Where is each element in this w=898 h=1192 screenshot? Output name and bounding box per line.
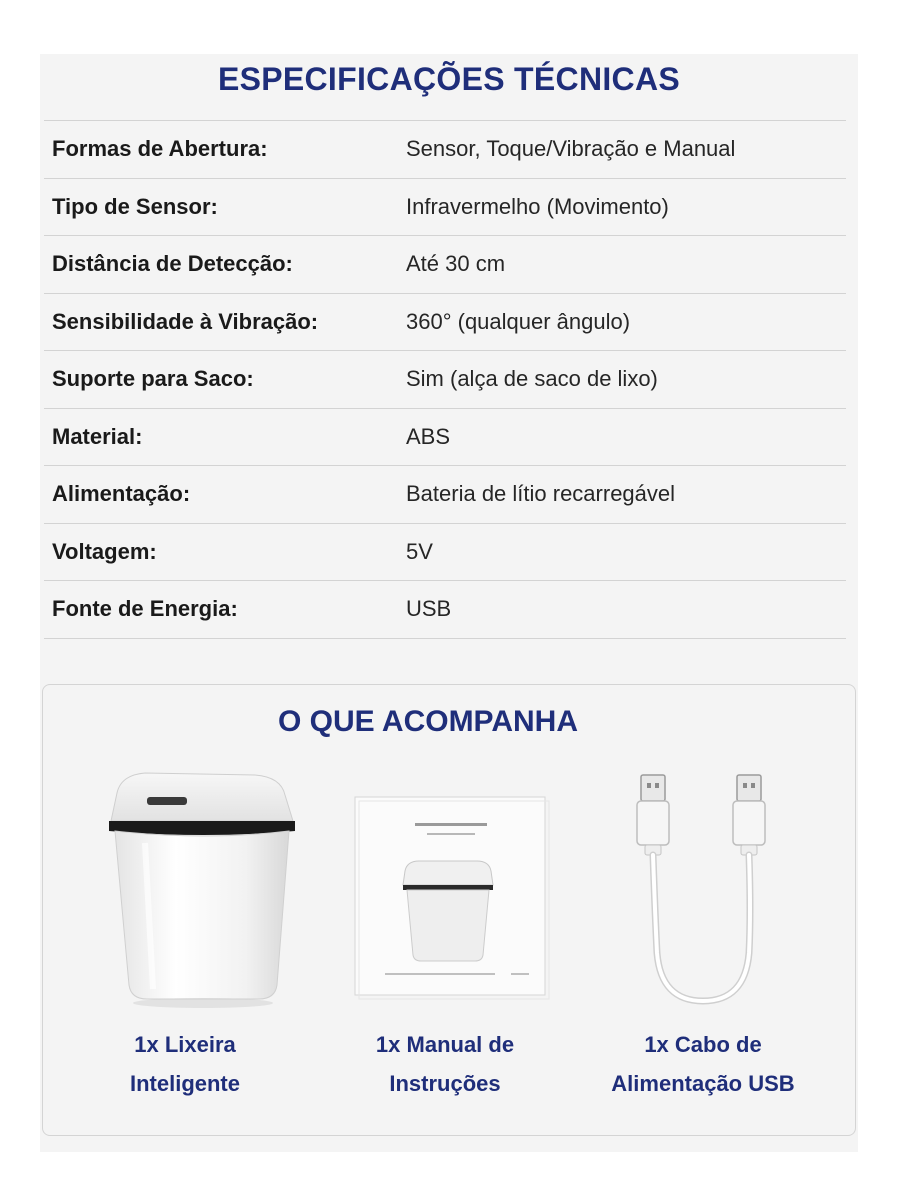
smart-trash-can-icon [55,763,315,1013]
package-item-trash-can [55,763,315,1123]
spec-value: Sensor, Toque/Vibração e Manual [406,136,736,162]
spec-label: Fonte de Energia: [52,596,238,622]
spec-value: Até 30 cm [406,251,506,277]
spec-label: Suporte para Saco: [52,366,254,392]
spec-row [44,524,846,582]
spec-value: 360° (qualquer ângulo) [406,308,631,334]
spec-label: Alimentação: [52,481,191,507]
package-contents-box [42,684,856,1136]
spec-row [44,581,846,639]
spec-label: Voltagem: [52,538,157,564]
package-item-manual [315,763,575,1123]
spec-row [44,294,846,352]
package-title: O QUE ACOMPANHA [278,705,578,738]
product-spec-sheet [40,54,858,1152]
spec-value: Bateria de lítio recarregável [406,481,676,507]
usb-cable-icon [573,763,833,1013]
spec-value: Sim (alça de saco de lixo) [406,366,658,392]
spec-label: Material: [52,423,143,449]
spec-row [44,409,846,467]
package-item-label [573,1025,833,1103]
spec-row [44,351,846,409]
instruction-manual-icon [315,763,575,1013]
spec-label: Distância de Detecção: [52,251,293,277]
spec-value: Infravermelho (Movimento) [406,193,669,219]
package-item-label-line1: 1x Lixeira [134,1032,236,1057]
specs-title: ESPECIFICAÇÕES TÉCNICAS [217,61,681,97]
package-item-label-line1: 1x Manual de [375,1032,515,1057]
spec-label: Formas de Abertura: [52,136,268,162]
package-item-usb-cable [573,763,833,1123]
package-item-label-line2: Inteligente [129,1071,240,1096]
package-item-label [55,1025,315,1103]
spec-label: Tipo de Sensor: [52,193,218,219]
spec-value: USB [406,596,452,622]
spec-value: ABS [406,423,451,449]
package-item-label-line1: 1x Cabo de [644,1032,762,1057]
spec-row [44,121,846,179]
package-item-label [315,1025,575,1103]
spec-label: Sensibilidade à Vibração: [52,308,319,334]
spec-value: 5V [406,538,433,564]
specs-table [44,120,846,639]
package-item-label-line2: Instruções [389,1071,501,1096]
spec-row [44,236,846,294]
spec-row [44,466,846,524]
package-item-label-line2: Alimentação USB [611,1071,795,1096]
spec-row [44,179,846,237]
